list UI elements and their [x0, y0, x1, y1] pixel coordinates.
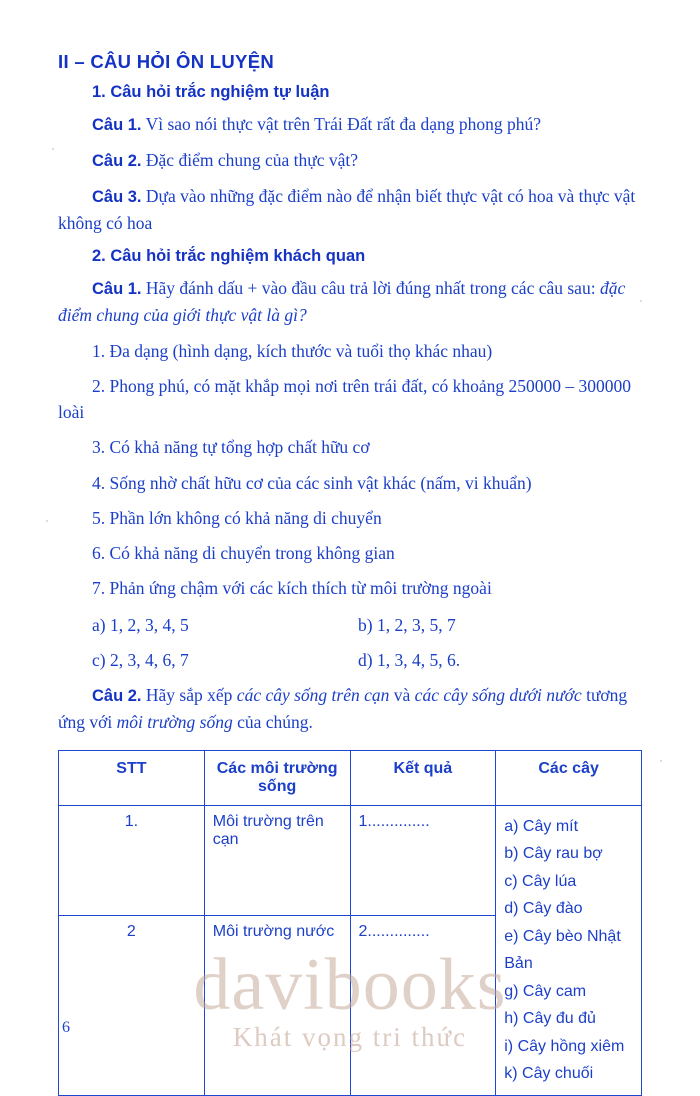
essay-question-3-text: Dựa vào những đặc điểm nào để nhận biết thực vật có hoa và thực vật không có hoa [58, 186, 636, 234]
section-heading: II – CÂU HỎI ÔN LUYỆN [58, 51, 274, 72]
answer-choices [58, 612, 642, 674]
mc-question-2-part3: tương ứng với [58, 685, 628, 733]
plant-item: e) Cây bèo Nhật Bản [504, 927, 621, 973]
mc-question-2-label: Câu 2. [92, 687, 142, 705]
watermark-tagline: Khát vọng tri thức [232, 1022, 468, 1052]
mc-option-7: 7. Phản ứng chậm với các kích thích từ môi trường ngoài [92, 578, 492, 599]
answer-row-2 [58, 647, 642, 673]
essay-question-2-text: Đặc điểm chung của thực vật? [141, 150, 359, 171]
table-header-row [59, 750, 642, 805]
essay-question-3 [58, 183, 642, 237]
table-header-plants: Các cây [496, 750, 642, 805]
plant-item: k) Cây chuối [504, 1065, 594, 1083]
plants-cell [496, 805, 642, 1095]
mc-option-1: 1. Đa dạng (hình dạng, kích thước và tuổi thọ khác nhau) [92, 340, 493, 361]
answer-row-1 [58, 612, 642, 638]
mc-question-1-text: Hãy đánh dấu + vào đầu câu trả lời đúng nhất trong các câu sau: [141, 277, 600, 298]
mc-question-2-italic3: môi trường sống [116, 712, 233, 733]
row1-stt: 1. [59, 805, 205, 915]
table-header-environment: Các môi trường sống [204, 750, 350, 805]
row2-stt: 2 [59, 915, 205, 1095]
table-header-stt: STT [59, 750, 205, 805]
answer-choice-d: d) 1, 3, 4, 5, 6. [358, 649, 461, 670]
answer-choice-a: a) 1, 2, 3, 4, 5 [92, 614, 189, 635]
plant-item: i) Cây hồng xiêm [504, 1037, 625, 1055]
essay-question-2-label: Câu 2. [92, 152, 142, 171]
plant-item: g) Cây cam [504, 982, 587, 1000]
plant-item: d) Cây đào [504, 900, 583, 918]
paper-speck [46, 520, 48, 522]
mc-question-2 [58, 682, 642, 736]
essay-question-2 [58, 147, 642, 174]
mc-question-2-italic2: các cây sống dưới nước [414, 685, 582, 705]
mc-question-1-label: Câu 1. [92, 279, 142, 298]
mc-option-4: 4. Sống nhờ chất hữu cơ của các sinh vật khác (nấm, vi khuẩn) [92, 472, 532, 493]
subsection-heading-2: 2. Câu hỏi trắc nghiệm khách quan [92, 246, 366, 265]
row2-result[interactable]: 2.............. [350, 915, 496, 1095]
answer-choice-c: c) 2, 3, 4, 6, 7 [92, 649, 189, 670]
page-number: 6 [62, 1019, 70, 1036]
matching-table [58, 750, 642, 1096]
table-header-result: Kết quả [350, 750, 496, 805]
subsection-heading-1: 1. Câu hỏi trắc nghiệm tự luận [92, 83, 330, 101]
paper-speck [660, 760, 662, 762]
mc-option-6: 6. Có khả năng di chuyển trong không gian [92, 543, 395, 563]
answer-choice-b: b) 1, 2, 3, 5, 7 [358, 614, 456, 635]
plant-item: c) Cây lúa [504, 872, 577, 890]
mc-option-3: 3. Có khả năng tự tổng hợp chất hữu cơ [92, 437, 370, 458]
mc-question-1 [58, 275, 642, 329]
row1-environment: Môi trường trên cạn [204, 805, 350, 915]
essay-question-1 [58, 111, 642, 138]
essay-question-3-label: Câu 3. [92, 188, 142, 207]
mc-question-2-italic1: các cây sống trên cạn [236, 685, 390, 705]
table-row [59, 805, 642, 915]
essay-question-1-label: Câu 1. [92, 116, 142, 134]
row1-result[interactable]: 1.............. [350, 805, 496, 915]
plant-item: b) Cây rau bợ [504, 845, 603, 863]
row2-environment: Môi trường nước [204, 915, 350, 1095]
paper-speck [640, 300, 642, 302]
mc-option-2: 2. Phong phú, có mặt khắp mọi nơi trên trái đất, có khoảng 250000 – 300000 loài [58, 375, 632, 422]
watermark-logo-text: davibooks [193, 943, 507, 1026]
mc-question-2-part2: và [389, 685, 415, 705]
plant-item: h) Cây đu đủ [504, 1010, 596, 1028]
mc-question-1-text-italic: đặc điểm chung của giới thực vật là gì? [58, 277, 626, 325]
mc-question-2-part4: của chúng. [232, 712, 313, 733]
mc-option-5: 5. Phần lớn không có khả năng di chuyển [92, 507, 382, 528]
mc-question-2-part1: Hãy sắp xếp [141, 685, 237, 705]
plant-item: a) Cây mít [504, 817, 579, 835]
essay-question-1-text: Vì sao nói thực vật trên Trái Đất rất đa dạng phong phú? [141, 114, 541, 134]
paper-speck [52, 148, 54, 150]
